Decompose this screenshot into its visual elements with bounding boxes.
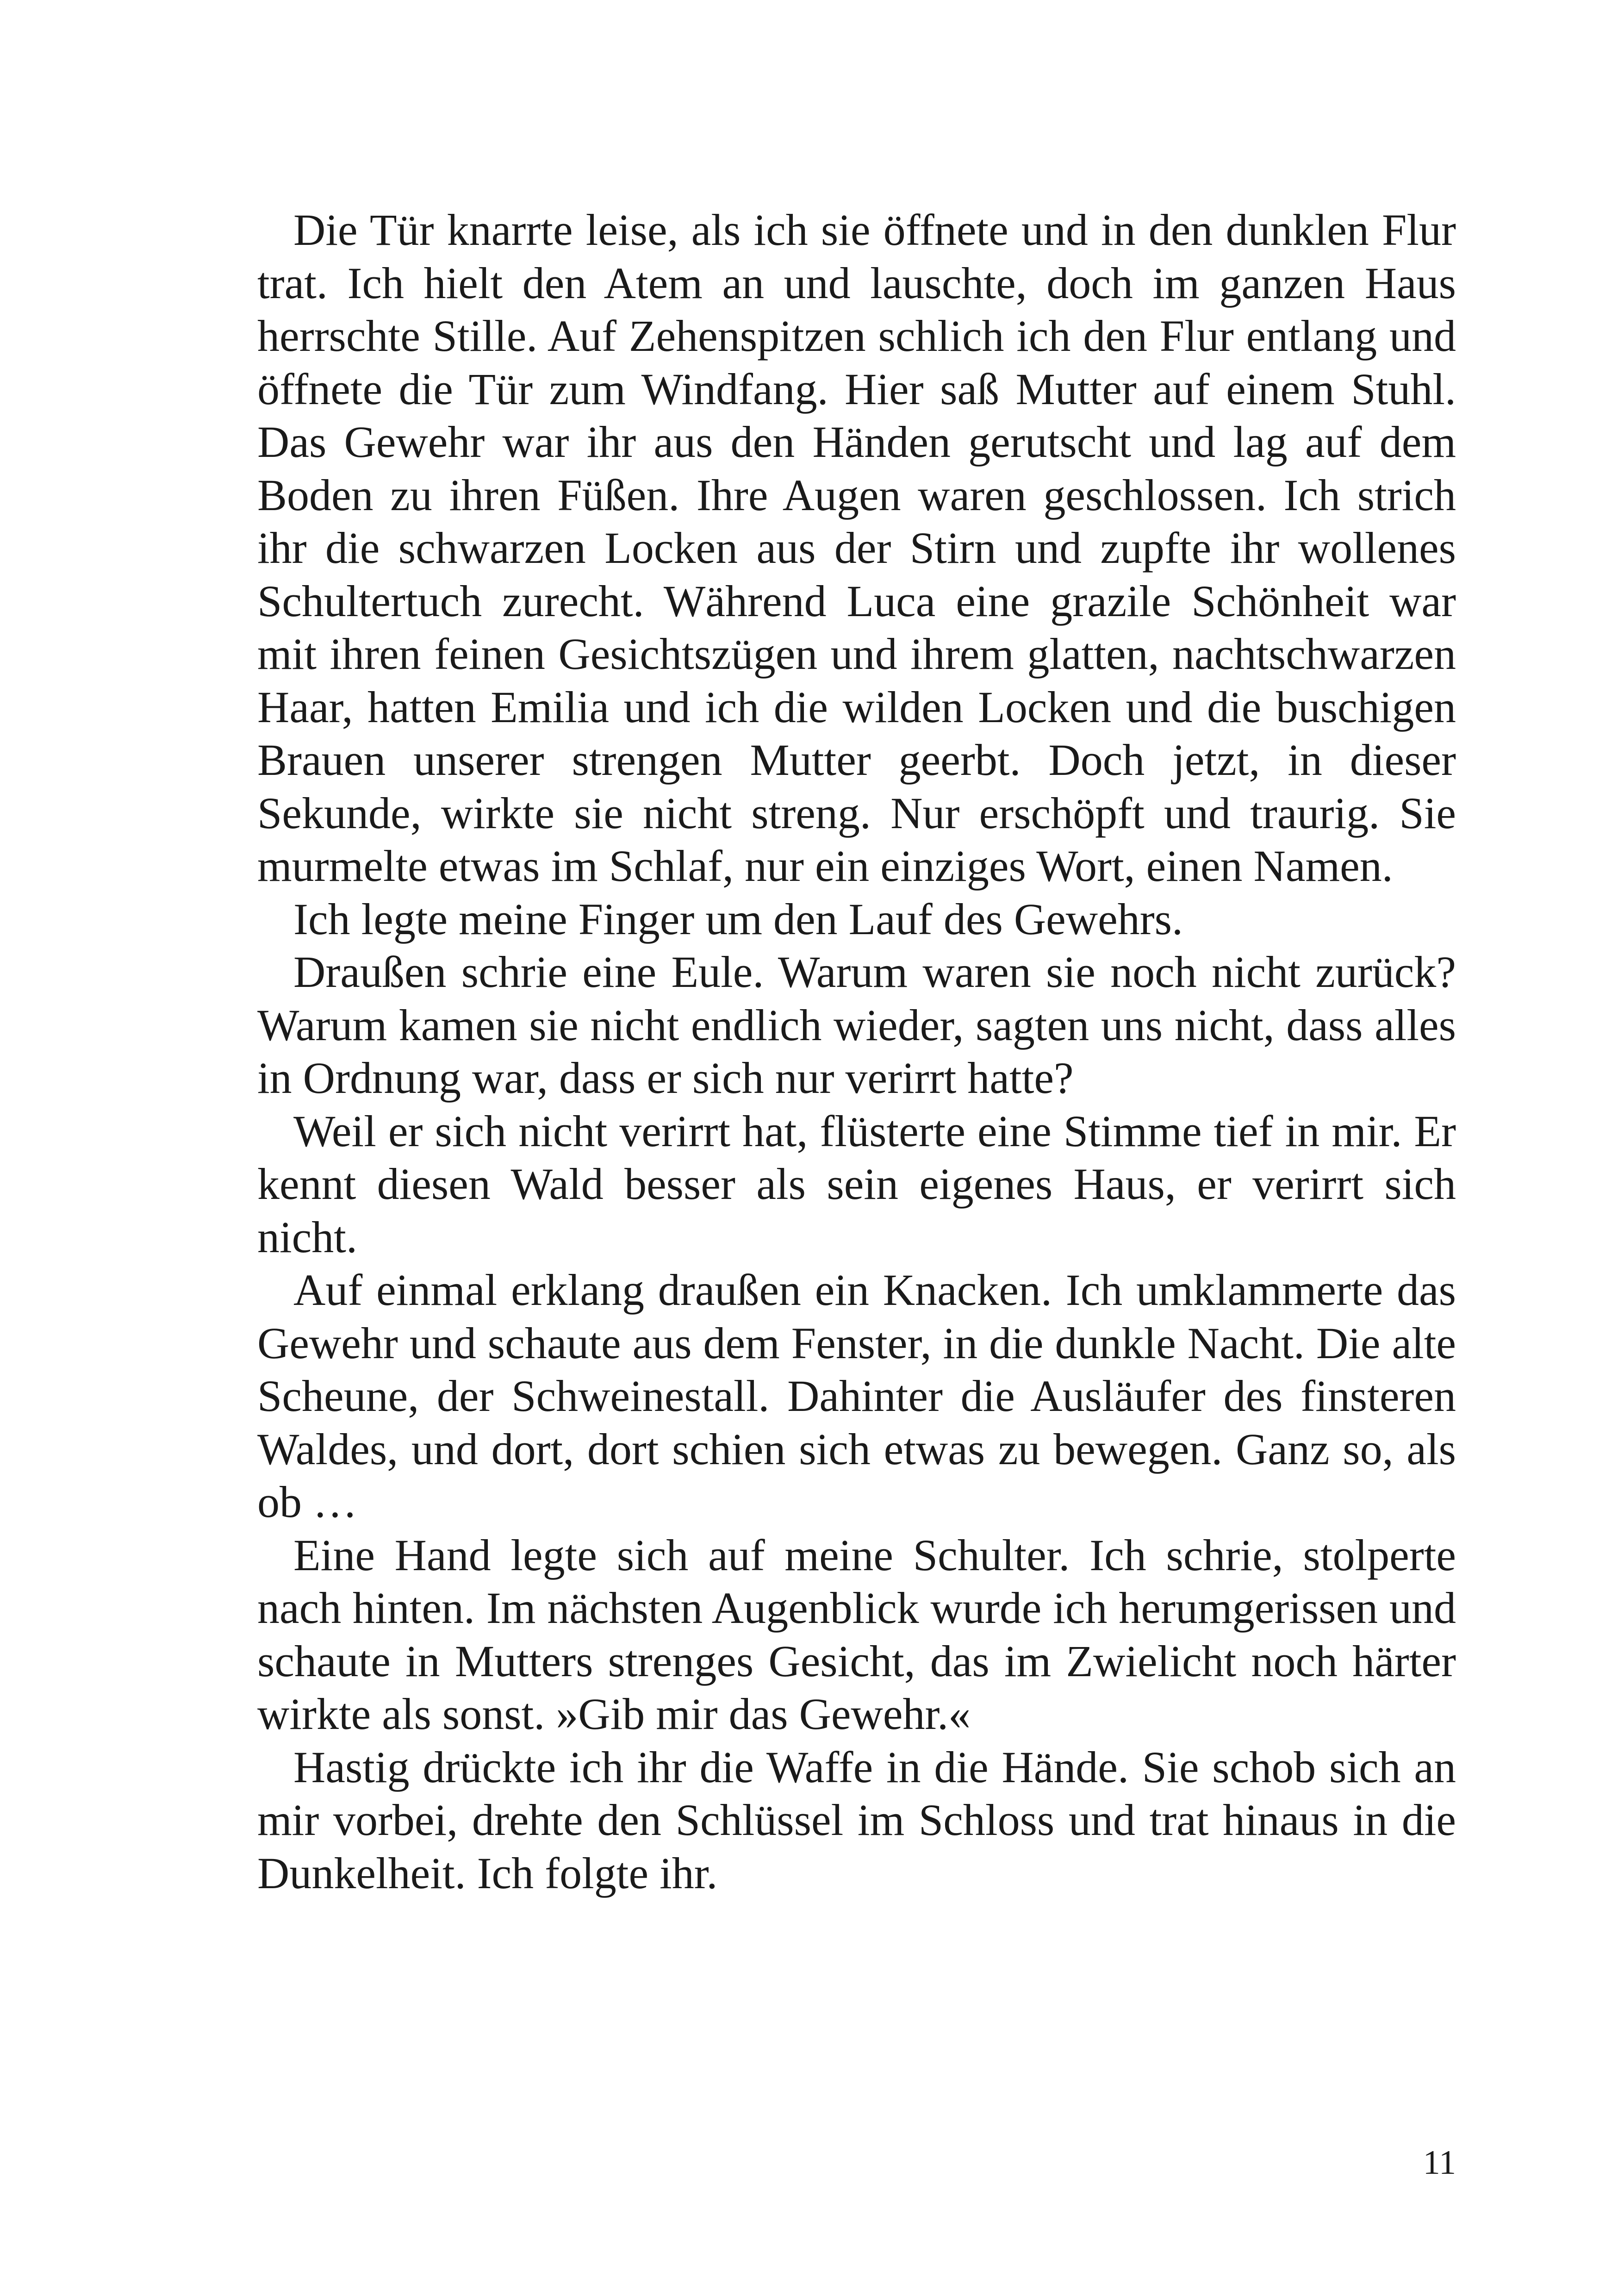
paragraph: Auf einmal erklang draußen ein Knacken. Ich umklammerte das Gewehr und schaute aus dem Fenster, in die dunkle Nacht. Die alte Scheune, der Schweinestall. Dahinter die Ausläufer des finsteren Waldes, und dort, dort schien sich etwas zu bewegen. Ganz so, als ob … — [257, 1265, 1456, 1527]
paragraph: Weil er sich nicht verirrt hat, flüsterte eine Stimme tief in mir. Er kennt diesen Wald besser als sein eigenes Haus, er verirrt sich nicht. — [257, 1106, 1456, 1262]
paragraph: Draußen schrie eine Eule. Warum waren sie noch nicht zurück? Warum kamen sie nicht endlich wieder, sagten uns nicht, dass alles in Ordnung war, dass er sich nur verirrt hatte? — [257, 947, 1456, 1103]
paragraph: Hastig drückte ich ihr die Waffe in die Hände. Sie schob sich an mir vorbei, drehte den Schlüssel im Schloss und trat hinaus in die Dunkelheit. Ich folgte ihr. — [257, 1742, 1456, 1898]
paragraph: Die Tür knarrte leise, als ich sie öffnete und in den dunklen Flur trat. Ich hielt den Atem an und lauschte, doch im ganzen Haus herrschte Stille. Auf Zehenspitzen schlich ich den Flur entlang und öffnete die Tür zum Windfang. Hier saß Mutter auf einem Stuhl. Das Gewehr war ihr aus den Händen gerutscht und lag auf dem Boden zu ihren Füßen. Ihre Augen waren geschlossen. Ich strich ihr die schwarzen Locken aus der Stirn und zupfte ihr wollenes Schultertuch zurecht. Während Luca eine grazile Schönheit war mit ihren feinen Gesichtszügen und ihrem glatten, nachtschwarzen Haar, hatten Emilia und ich die wilden Locken und die buschigen Brauen unserer strengen Mutter geerbt. Doch jetzt, in dieser Sekunde, wirkte sie nicht streng. Nur erschöpft und traurig. Sie murmelte etwas im Schlaf, nur ein einziges Wort, einen Namen. — [257, 205, 1456, 891]
body-text — [257, 204, 1456, 1900]
paragraph: Ich legte meine Finger um den Lauf des Gewehrs. — [293, 894, 1183, 944]
page-number: 11 — [1423, 2144, 1456, 2182]
paragraph: Eine Hand legte sich auf meine Schulter. Ich schrie, stolperte nach hinten. Im nächsten Augenblick wurde ich herumgerissen und schaute in Mutters strenges Gesicht, das im Zwielicht noch härter wirkte als sonst. »Gib mir das Gewehr.« — [257, 1530, 1456, 1739]
